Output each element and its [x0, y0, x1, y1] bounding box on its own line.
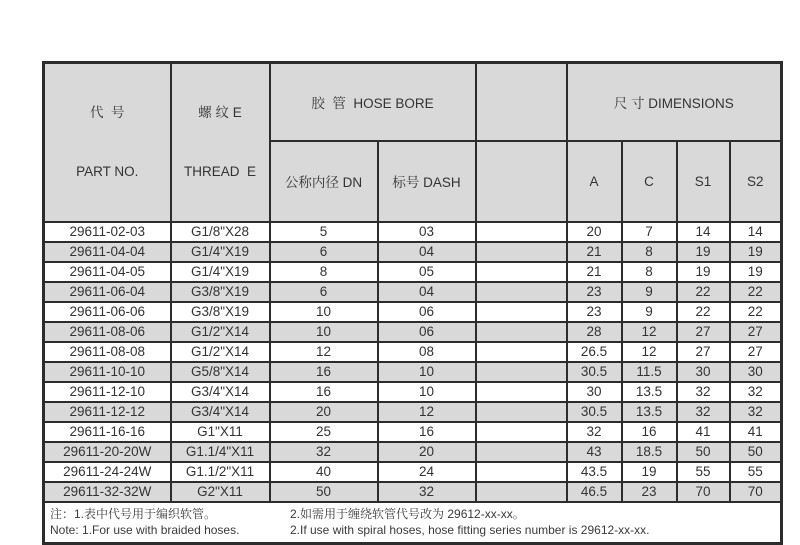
- notes-box: [44, 502, 782, 544]
- spec-table-container: [42, 61, 783, 545]
- table-cell: [476, 282, 567, 302]
- table-cell: 12: [378, 402, 476, 422]
- col-header-s1: S1: [677, 141, 730, 221]
- table-row: [44, 382, 782, 402]
- table-cell: 8: [622, 262, 677, 282]
- table-cell: G1.1/2"X11: [171, 462, 270, 482]
- note-zh-1: 注：1.表中代号用于编织软管。: [50, 507, 217, 521]
- table-cell: 22: [730, 282, 782, 302]
- table-cell: 46.5: [567, 482, 622, 502]
- table-cell: 50: [677, 442, 730, 462]
- table-cell: 12: [622, 342, 677, 362]
- table-cell: 40: [270, 462, 378, 482]
- table-cell: G3/8"X19: [171, 302, 270, 322]
- table-cell: 43.5: [567, 462, 622, 482]
- col-header-thread-zh: 螺 纹 E: [198, 105, 242, 121]
- col-header-thread-en: THREAD E: [183, 163, 256, 179]
- table-cell: G1/2"X14: [171, 322, 270, 342]
- table-cell: G1/4"X19: [171, 262, 270, 282]
- table-row: [44, 482, 782, 502]
- table-cell: 06: [378, 302, 476, 322]
- table-cell: 29611-04-04: [44, 242, 171, 262]
- table-row: [44, 462, 782, 482]
- col-header-blank-top: [476, 63, 567, 142]
- table-cell: 29611-20-20W: [44, 442, 171, 462]
- table-cell: 27: [730, 322, 782, 342]
- col-header-a: A: [567, 141, 622, 221]
- table-cell: 50: [730, 442, 782, 462]
- table-cell: 70: [730, 482, 782, 502]
- table-row: [44, 322, 782, 342]
- table-cell: 16: [270, 382, 378, 402]
- table-cell: 23: [622, 482, 677, 502]
- note-zh-2: 2.如需用于缠绕软管代号改为 29612-xx-xx。: [290, 507, 525, 521]
- table-cell: 29611-02-03: [44, 222, 171, 242]
- table-cell: 14: [677, 222, 730, 242]
- table-cell: 9: [622, 282, 677, 302]
- table-cell: 9: [622, 302, 677, 322]
- col-header-thread: [171, 63, 270, 222]
- table-cell: [476, 222, 567, 242]
- table-cell: 10: [270, 302, 378, 322]
- table-cell: 8: [270, 262, 378, 282]
- table-row: [44, 362, 782, 382]
- table-cell: 25: [270, 422, 378, 442]
- table-cell: 32: [378, 482, 476, 502]
- table-cell: [476, 462, 567, 482]
- table-cell: 12: [622, 322, 677, 342]
- col-header-s2: S2: [730, 141, 782, 221]
- table-cell: 16: [270, 362, 378, 382]
- col-header-part-no-zh: 代 号: [89, 105, 125, 121]
- note-line-zh: [50, 506, 776, 522]
- table-cell: [476, 262, 567, 282]
- table-cell: 20: [270, 402, 378, 422]
- table-cell: [476, 482, 567, 502]
- table-cell: 29611-12-10: [44, 382, 171, 402]
- table-cell: 22: [677, 282, 730, 302]
- table-cell: 7: [622, 222, 677, 242]
- table-cell: 20: [567, 222, 622, 242]
- table-cell: G1/2"X14: [171, 342, 270, 362]
- table-cell: 22: [677, 302, 730, 322]
- table-cell: 29611-10-10: [44, 362, 171, 382]
- table-cell: 22: [730, 302, 782, 322]
- table-cell: 12: [270, 342, 378, 362]
- table-cell: 29611-24-24W: [44, 462, 171, 482]
- table-cell: 6: [270, 242, 378, 262]
- col-header-part-no-en: PART NO.: [76, 163, 139, 179]
- table-cell: 55: [677, 462, 730, 482]
- table-cell: 32: [270, 442, 378, 462]
- table-cell: G3/4"X14: [171, 402, 270, 422]
- table-cell: 41: [730, 422, 782, 442]
- table-cell: 30: [730, 362, 782, 382]
- table-cell: 10: [378, 382, 476, 402]
- table-cell: 19: [730, 242, 782, 262]
- table-cell: [476, 402, 567, 422]
- table-cell: [476, 362, 567, 382]
- table-cell: 5: [270, 222, 378, 242]
- table-cell: 10: [378, 362, 476, 382]
- table-row: [44, 422, 782, 442]
- table-footer: [44, 502, 782, 544]
- table-cell: 32: [730, 402, 782, 422]
- note-en-2: 2.If use with spiral hoses, hose fitting series number is 29612-xx-xx.: [290, 523, 650, 537]
- table-cell: 14: [730, 222, 782, 242]
- table-cell: 30.5: [567, 362, 622, 382]
- table-cell: [476, 382, 567, 402]
- table-cell: 70: [677, 482, 730, 502]
- table-cell: 27: [677, 322, 730, 342]
- col-header-hose-bore: 胶 管 HOSE BORE: [270, 63, 476, 142]
- note-line-en: [50, 522, 776, 538]
- table-cell: [476, 422, 567, 442]
- table-cell: 13.5: [622, 382, 677, 402]
- col-header-dimensions: 尺 寸 DIMENSIONS: [567, 63, 782, 142]
- table-cell: 50: [270, 482, 378, 502]
- table-cell: 30: [567, 382, 622, 402]
- table-body: [44, 222, 782, 502]
- table-cell: 05: [378, 262, 476, 282]
- col-header-dn: 公称内径 DN: [270, 141, 378, 221]
- table-cell: G3/4"X14: [171, 382, 270, 402]
- table-cell: 43: [567, 442, 622, 462]
- table-cell: 06: [378, 322, 476, 342]
- table-cell: [476, 242, 567, 262]
- table-cell: 19: [677, 242, 730, 262]
- table-cell: G1/4"X19: [171, 242, 270, 262]
- table-cell: 16: [622, 422, 677, 442]
- table-cell: 13.5: [622, 402, 677, 422]
- table-cell: 03: [378, 222, 476, 242]
- table-cell: [476, 442, 567, 462]
- table-cell: G1/8"X28: [171, 222, 270, 242]
- table-cell: G3/8"X19: [171, 282, 270, 302]
- table-cell: 27: [730, 342, 782, 362]
- table-header: [44, 63, 782, 222]
- hose-fitting-spec-table: [42, 61, 783, 545]
- col-header-c: C: [622, 141, 677, 221]
- table-cell: 16: [378, 422, 476, 442]
- table-cell: 29611-04-05: [44, 262, 171, 282]
- note-en-1: Note: 1.For use with braided hoses.: [50, 523, 240, 537]
- table-cell: 20: [378, 442, 476, 462]
- table-row: [44, 402, 782, 422]
- table-row: [44, 262, 782, 282]
- table-cell: 8: [622, 242, 677, 262]
- table-cell: 6: [270, 282, 378, 302]
- table-cell: 26.5: [567, 342, 622, 362]
- table-cell: 32: [677, 382, 730, 402]
- table-cell: 23: [567, 282, 622, 302]
- table-cell: 21: [567, 242, 622, 262]
- table-cell: 29611-06-06: [44, 302, 171, 322]
- table-row: [44, 222, 782, 242]
- notes-row: [44, 502, 782, 544]
- table-cell: 27: [677, 342, 730, 362]
- table-row: [44, 302, 782, 322]
- table-cell: 41: [677, 422, 730, 442]
- table-cell: 55: [730, 462, 782, 482]
- table-cell: 28: [567, 322, 622, 342]
- table-cell: 18.5: [622, 442, 677, 462]
- header-row-1: [44, 63, 782, 142]
- table-cell: 11.5: [622, 362, 677, 382]
- table-cell: 21: [567, 262, 622, 282]
- table-cell: 29611-32-32W: [44, 482, 171, 502]
- col-header-blank-bottom: [476, 141, 567, 221]
- table-cell: 19: [622, 462, 677, 482]
- table-cell: 19: [677, 262, 730, 282]
- table-cell: 29611-12-12: [44, 402, 171, 422]
- table-cell: 04: [378, 242, 476, 262]
- table-cell: 23: [567, 302, 622, 322]
- table-cell: 32: [567, 422, 622, 442]
- table-cell: 29611-08-06: [44, 322, 171, 342]
- table-cell: G5/8"X14: [171, 362, 270, 382]
- table-cell: 29611-08-08: [44, 342, 171, 362]
- col-header-dash: 标号 DASH: [378, 141, 476, 221]
- table-cell: 32: [730, 382, 782, 402]
- table-row: [44, 442, 782, 462]
- table-cell: 04: [378, 282, 476, 302]
- table-cell: 10: [270, 322, 378, 342]
- table-cell: 08: [378, 342, 476, 362]
- table-row: [44, 342, 782, 362]
- table-row: [44, 282, 782, 302]
- table-cell: G1"X11: [171, 422, 270, 442]
- table-cell: 29611-06-04: [44, 282, 171, 302]
- table-cell: G1.1/4"X11: [171, 442, 270, 462]
- table-cell: [476, 302, 567, 322]
- table-cell: [476, 322, 567, 342]
- col-header-part-no: [44, 63, 171, 222]
- table-cell: 19: [730, 262, 782, 282]
- table-cell: 29611-16-16: [44, 422, 171, 442]
- table-cell: 32: [677, 402, 730, 422]
- table-row: [44, 242, 782, 262]
- table-cell: G2"X11: [171, 482, 270, 502]
- table-cell: 30.5: [567, 402, 622, 422]
- table-cell: 24: [378, 462, 476, 482]
- table-cell: 30: [677, 362, 730, 382]
- table-cell: [476, 342, 567, 362]
